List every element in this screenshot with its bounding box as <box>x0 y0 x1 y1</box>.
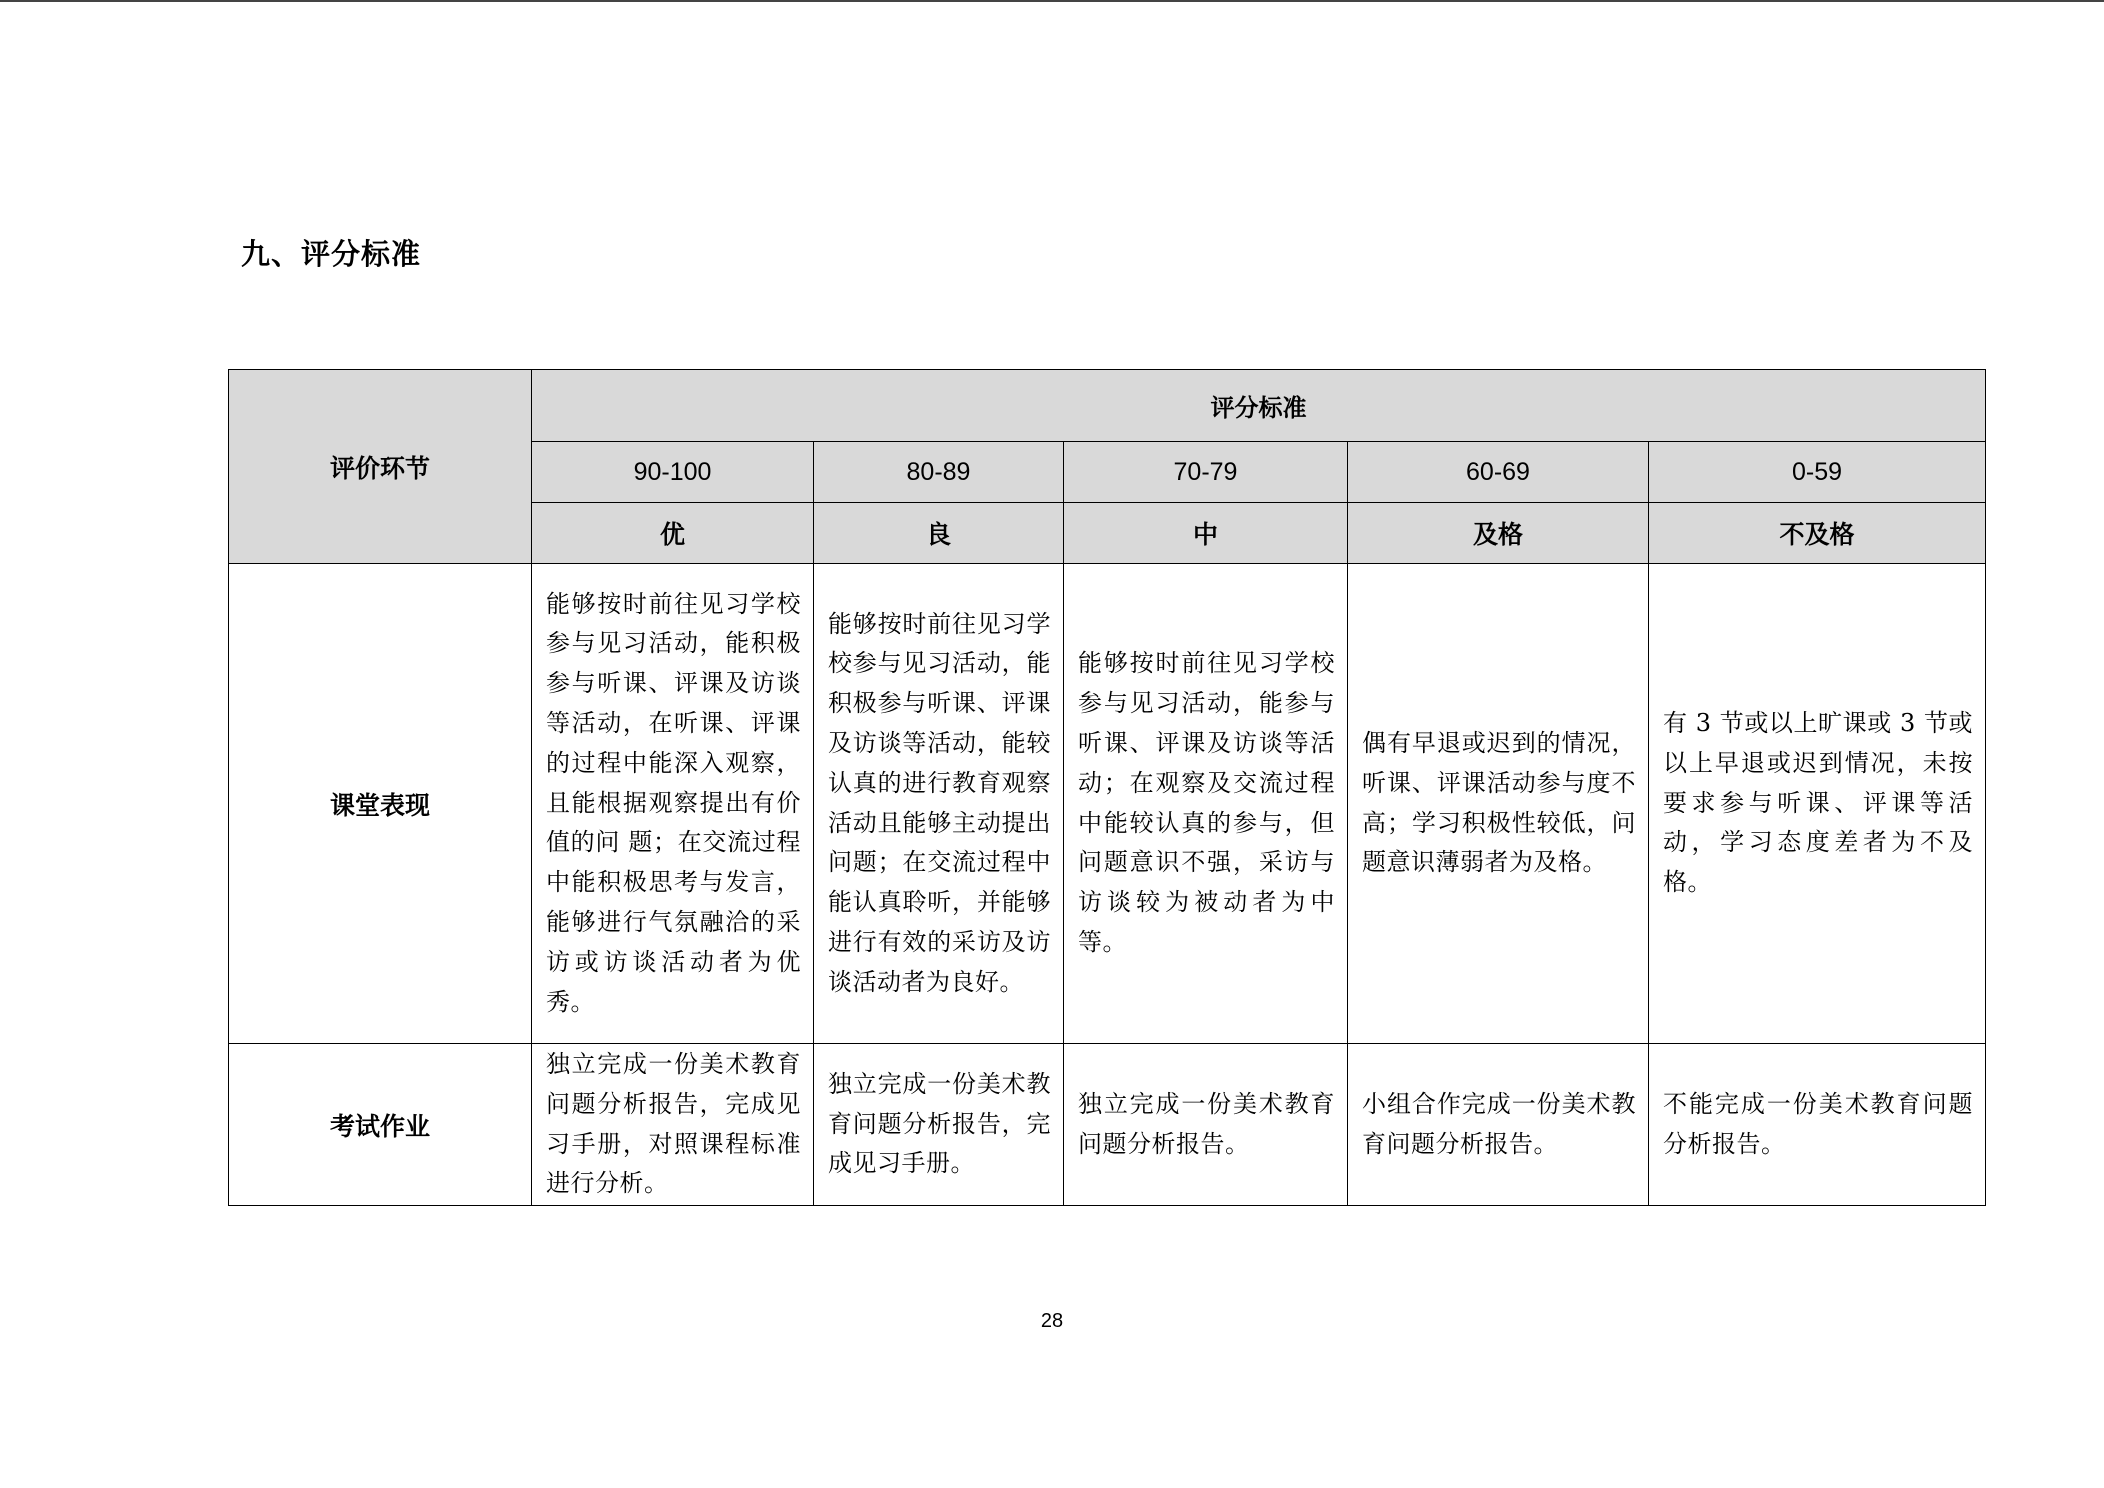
criteria-description-cell: 能够按时前往见习学校参与见习活动，能积极参与听课、评课及访谈等活动，在听课、评课的过程中能深入观察，且能根据观察提出有价值的问 题；在交流过程中能积极思考与发言，能够进行气氛融洽的采访或访谈活动者为优秀。 <box>532 564 814 1044</box>
table-row-classroom-performance <box>229 564 1986 1044</box>
grade-cell: 不及格 <box>1649 503 1986 564</box>
stage-header-cell: 评价环节 <box>229 370 532 564</box>
score-range-cell: 90-100 <box>532 442 814 503</box>
stage-cell: 考试作业 <box>229 1044 532 1206</box>
score-range-cell: 80-89 <box>814 442 1064 503</box>
header-row-criteria <box>229 370 1986 442</box>
criteria-header-cell: 评分标准 <box>532 370 1986 442</box>
grade-cell: 及格 <box>1348 503 1649 564</box>
section-title: 九、评分标准 <box>241 237 422 271</box>
grade-cell: 良 <box>814 503 1064 564</box>
score-range-cell: 70-79 <box>1064 442 1348 503</box>
grade-cell: 中 <box>1064 503 1348 564</box>
criteria-description-cell: 偶有早退或迟到的情况，听课、评课活动参与度不高；学习积极性较低，问题意识薄弱者为及格。 <box>1348 564 1649 1044</box>
criteria-description-cell: 不能完成一份美术教育问题分析报告。 <box>1649 1044 1986 1206</box>
criteria-description-cell: 独立完成一份美术教育问题分析报告。 <box>1064 1044 1348 1206</box>
criteria-description-cell: 有 3 节或以上旷课或 3 节或以上早退或迟到情况，未按要求参与听课、评课等活动，学习态度差者为不及格。 <box>1649 564 1986 1044</box>
grade-cell: 优 <box>532 503 814 564</box>
criteria-description-cell: 独立完成一份美术教育问题分析报告，完成见习手册。 <box>814 1044 1064 1206</box>
criteria-description-cell: 独立完成一份美术教育问题分析报告，完成见习手册，对照课程标准进行分析。 <box>532 1044 814 1206</box>
grading-criteria-table <box>228 369 1986 1206</box>
table-row-exam-assignment <box>229 1044 1986 1206</box>
score-range-cell: 0-59 <box>1649 442 1986 503</box>
criteria-description-cell: 小组合作完成一份美术教育问题分析报告。 <box>1348 1044 1649 1206</box>
criteria-description-cell: 能够按时前往见习学校参与见习活动，能积极参与听课、评课及访谈等活动，能较认真的进行教育观察活动且能够主动提出问题；在交流过程中能认真聆听，并能够进行有效的采访及访谈活动者为良好。 <box>814 564 1064 1044</box>
top-border-line <box>0 0 2104 2</box>
criteria-description-cell: 能够按时前往见习学校参与见习活动，能参与听课、评课及访谈等活动；在观察及交流过程中能较认真的参与，但问题意识不强，采访与访谈较为被动者为中等。 <box>1064 564 1348 1044</box>
score-range-cell: 60-69 <box>1348 442 1649 503</box>
stage-cell: 课堂表现 <box>229 564 532 1044</box>
page-number: 28 <box>1040 1310 1064 1332</box>
